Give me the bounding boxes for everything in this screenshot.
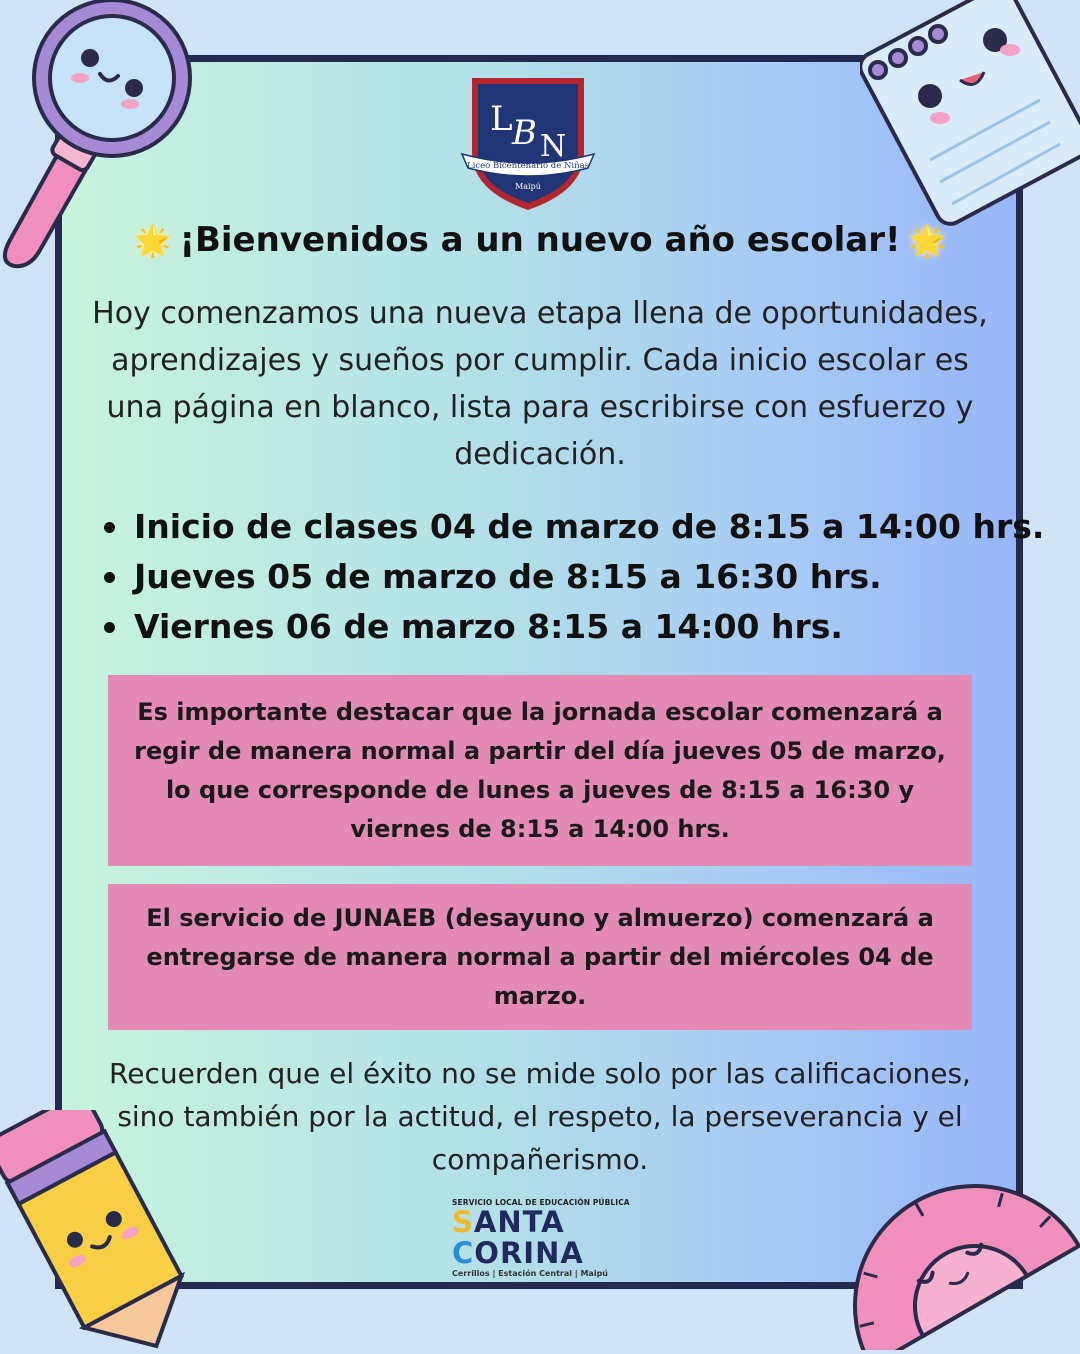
crest-place-text: Maipú: [515, 182, 541, 191]
schedule-notice-box: [108, 675, 972, 866]
school-crest-logo: [460, 72, 596, 212]
santa-corina-logo: [452, 1198, 632, 1288]
pencil-character-icon: [0, 1110, 210, 1350]
junaeb-notice-text: El servicio de JUNAEB (desayuno y almuerzo) comenzará a entregarse de manera normal a partir del miércoles 04 de marzo.: [146, 903, 934, 1010]
svg-text:B: B: [512, 113, 537, 153]
bullet-icon: [104, 622, 115, 633]
list-item: Viernes 06 de marzo 8:15 a 14:00 hrs.: [100, 602, 1020, 652]
crest-banner-text: Liceo Bicentenario de Niñas: [466, 161, 590, 171]
svg-text:L: L: [490, 99, 513, 139]
title-text: ¡Bienvenidos a un nuevo año escolar!: [179, 220, 901, 260]
sep-word-line2: CORINA: [452, 1236, 584, 1270]
svg-text:N: N: [540, 129, 567, 164]
star-icon: 🌟: [908, 224, 946, 259]
sep-top-text: SERVICIO LOCAL DE EDUCACIÓN PÚBLICA: [452, 1198, 630, 1207]
list-item: Inicio de clases 04 de marzo de 8:15 a 14:00 hrs.: [100, 502, 1020, 552]
list-item: Jueves 05 de marzo de 8:15 a 16:30 hrs.: [100, 552, 1020, 602]
sep-word-line1: SANTA: [452, 1205, 565, 1239]
notepad-character-icon: [860, 0, 1080, 230]
schedule-notice-text: Es importante destacar que la jornada escolar comenzará a regir de manera normal a partir del día jueves 05 de marzo, lo que corresponde de lunes a jueves de 8:15 a 16:30 y viernes de 8:15 a 14:00 hrs.: [134, 697, 946, 843]
junaeb-notice-box: [108, 884, 972, 1030]
bullet-icon: [104, 572, 115, 583]
protractor-character-icon: [820, 1160, 1080, 1350]
star-icon: 🌟: [134, 224, 172, 259]
magnifier-character-icon: [0, 0, 210, 270]
closing-paragraph: Recuerden que el éxito no se mide solo por las calificaciones, sino también por la actitud, el respeto, la perseverancia y el compañerismo.: [109, 1057, 971, 1176]
sep-bottom-text: Cerrillos | Estación Central | Maipú: [452, 1269, 608, 1278]
schedule-list: [100, 502, 1045, 652]
intro-paragraph: Hoy comenzamos una nueva etapa llena de oportunidades, aprendizajes y sueños por cumplir. Cada inicio escolar es una página en blanco, lista para escribirse con esfuerzo y dedicación.: [92, 296, 988, 472]
bullet-icon: [104, 522, 115, 533]
